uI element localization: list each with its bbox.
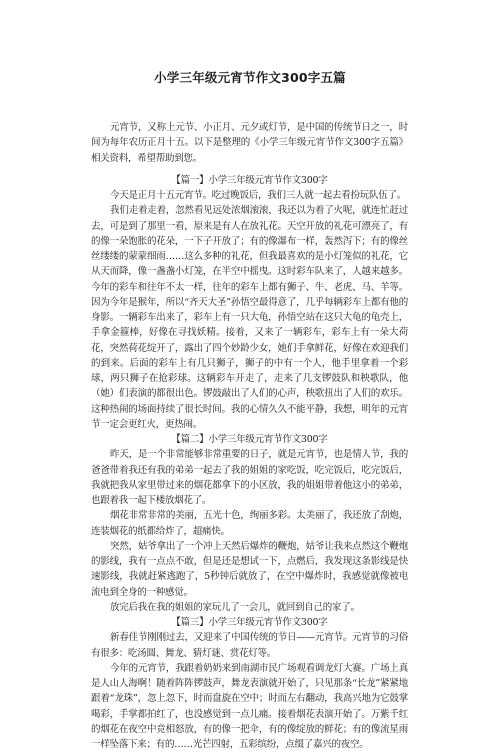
section-heading-2: 【篇二】小学三年级元宵节作文300字	[171, 434, 328, 445]
paragraph: 我们走着走着，忽然看见远处浓烟滚滚，我还以为着了火呢，就连忙赶过去，可是到了那里一看，原来是有人在放礼花。天空开放的礼花可漂亮了，有的像一朵饱胀的花朵，一下子开放了；有的像瀑布一样，轰然泻下；有的像丝丝缕缕的蒙蒙细雨……这么多种的礼花，但我最喜欢的是小灯笼似的礼花，它从天而降，像一盏盏小灯笼，在半空中摇曳。这时彩车队来了，人越来越多。今年的彩车和往年不太一样，往年的彩车上都有狮子、牛、老虎、马、羊等。因为今年是猴年，所以“齐天大圣”孙悟空最得意了，几乎每辆彩车上都有他的身影。一辆彩车出来了，彩车上有一只大龟，孙悟空站在这只大龟的龟壳上，手拿金箍棒，好像在寻找妖精。接着，又来了一辆彩车，彩车上有一朵大荷花，突然荷花绽开了，露出了四个妙龄少女，她们手拿鲜花，好像在欢迎我们的到来。后面的彩车上有几只狮子，狮子的中有一个人，他手里拿着一个彩球，两只狮子在抢彩球。这辆彩车开走了，走来了几支锣鼓队和秧歌队，他（她）们表演的都很出色。锣鼓敲出了人们的心声，秧歌扭出了人们的欢乐。这种热闹的场面持续了很长时间。我的心情久久不能平静，我想，明年的元宵节一定会更红火，更热闹。	[91, 205, 408, 430]
intro-paragraph: 元宵节，又称上元节、小正月、元夕或灯节，是中国的传统节日之一，时间为每年农历正月十五。以下是整理的《小学三年级元宵节作文300字五篇》相关资料，希望帮助到您。	[91, 122, 408, 164]
paragraph: 突然，姑爷拿出了一个冲上天然后爆炸的鞭炮，姑爷让我来点然这个鞭炮的影线，我有一点点不敢，但是还是想试一下，点燃后，我发现这条影线是快速影线，我就赶紧逃跑了，5秒钟后就放了，在空中爆炸时，我感觉就像被电流电到全身的一种感觉。	[91, 540, 408, 598]
paragraph: 今天是正月十五元宵节。吃过晚饭后，我们三人就一起去看扮玩队伍了。	[110, 190, 407, 201]
paragraph: 新春佳节刚刚过去，又迎来了中国传统的节日——元宵节。元宵节的习俗有很多：吃汤圆、舞龙、猜灯谜、赏花灯等。	[91, 632, 408, 659]
section-heading-3: 【篇三】小学三年级元宵节作文300字	[171, 617, 328, 628]
document-title: 小学三年级元宵节作文300字五篇	[154, 70, 346, 85]
paragraph: 今年的元宵节，我跟着奶奶来到南湖市民广场观看调龙灯大赛。广场上真是人山人海啊！随着阵阵锣鼓声，舞龙表演就开始了，只见那条“长龙”紧紧地跟着“龙珠”，忽上忽下，时而盘旋在空中；时而左右翻动，我高兴地为它鼓掌喝彩，手掌都拍红了，也没感觉到一点儿痛。接着烟花表演开始了。万紫千红的烟花在夜空中竞相怒放，有的像一把伞，有的像绽放的鲜花；有的像流星雨一样坠落下来；有的……光芒四射，五彩缤纷，点缀了嘉兴的夜空。	[91, 662, 408, 750]
paragraph: 昨天，是一个非常能够非常重要的日子，就是元宵节，也是情人节，我的爸爸带着我还有我的弟弟一起去了我的姐姐的家吃饭，吃完饭后，吃完饭后，我就把我从家里带过来的烟花都拿下的小区放，我的姐姐带着他这小的弟弟，也跟着我一起下楼放烟花了。	[91, 449, 408, 506]
section-heading-1: 【篇一】小学三年级元宵节作文300字	[171, 174, 328, 186]
paragraph: 烟花非常非常的美丽，五光十色，绚丽多彩。太美丽了，我还放了刮炮，连装烟花的纸都给炸了，超痛快。	[91, 510, 408, 537]
paragraph: 放完后我在我的姐姐的家玩儿了一会儿，就回到自己的家了。	[110, 601, 360, 613]
article-body	[91, 120, 408, 752]
